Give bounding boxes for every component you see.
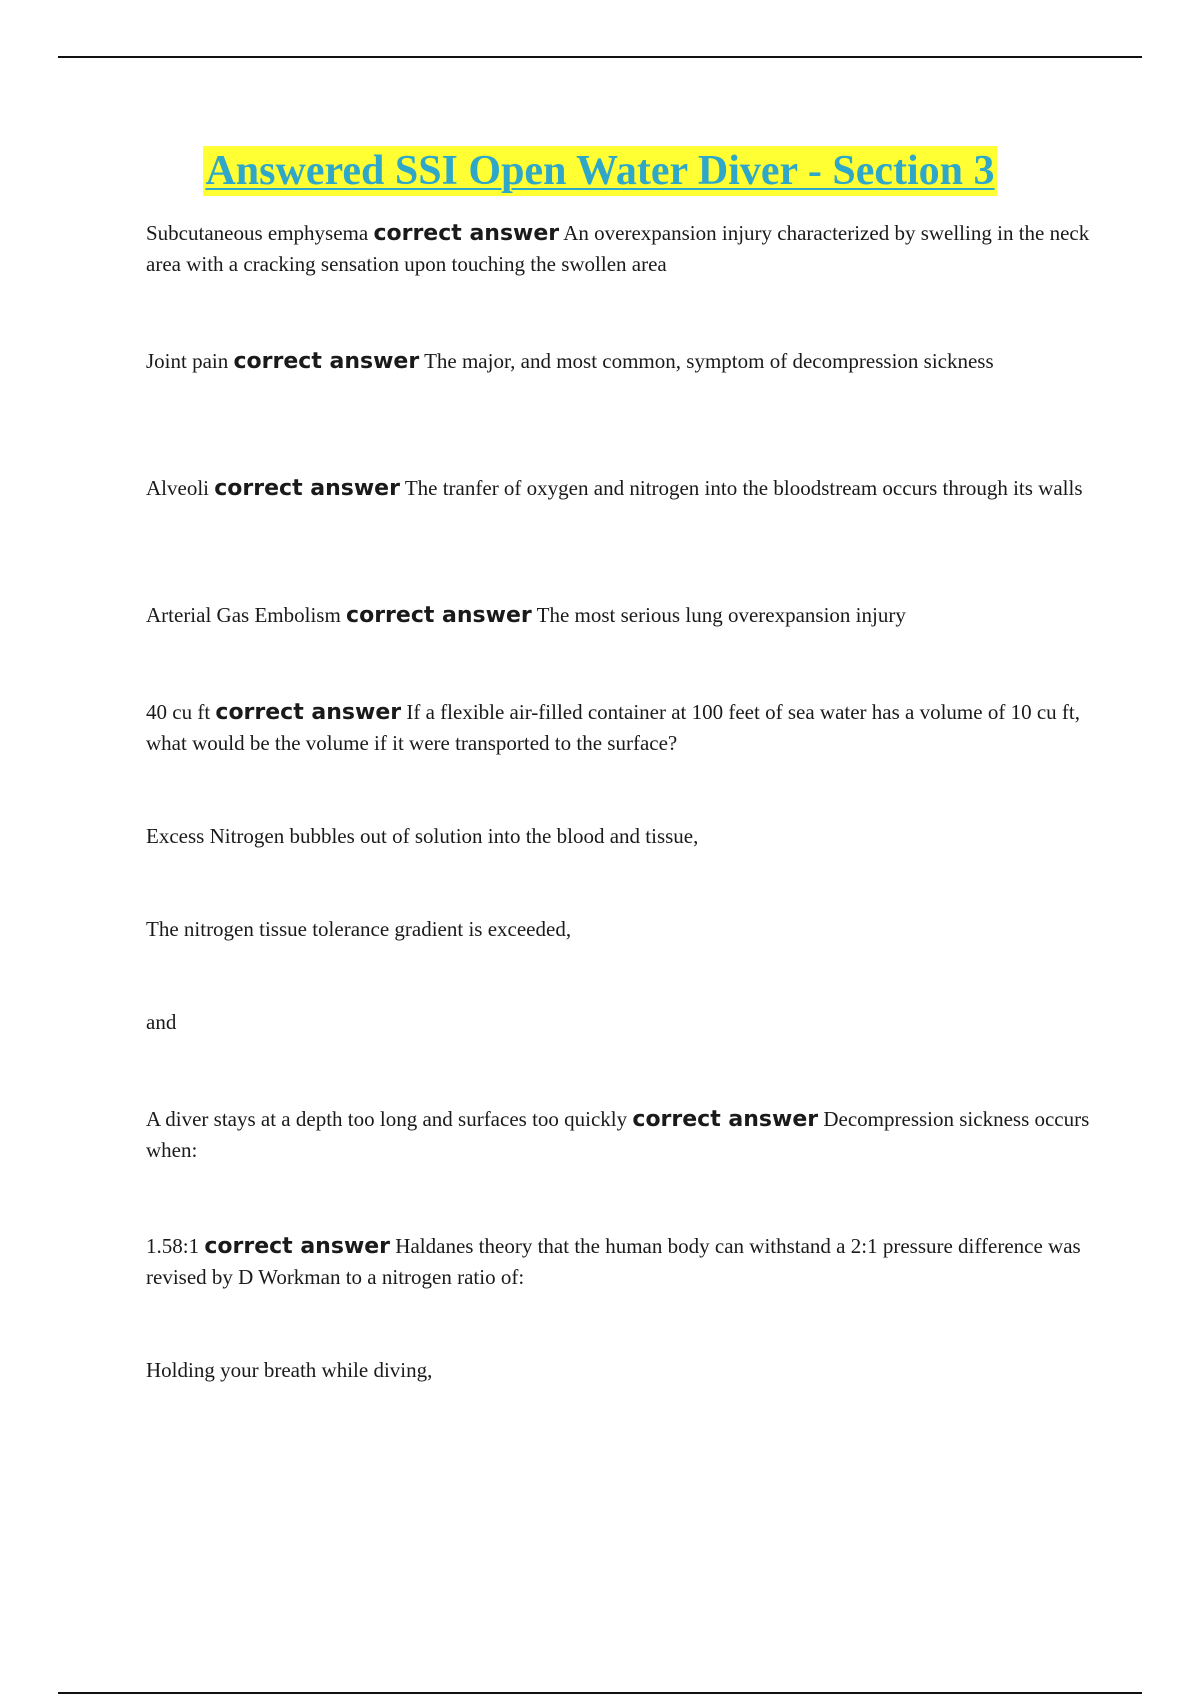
text-line: and <box>146 1010 177 1034</box>
text-line: The nitrogen tissue tolerance gradient is exceeded, <box>146 917 572 941</box>
flashcard-entry <box>146 600 1096 631</box>
entry-term: 1.58:1 <box>146 1234 200 1258</box>
entry-definition: Decompression sickness occurs when: <box>146 1107 1090 1162</box>
entry-definition: An overexpansion injury characterized by swelling in the neck area with a cracking sensation upon touching the swollen area <box>146 221 1090 276</box>
correct-answer-label: correct answer <box>214 476 400 501</box>
flashcard-entry <box>146 697 1096 759</box>
top-rule <box>58 56 1142 58</box>
correct-answer-label: correct answer <box>215 700 402 725</box>
entry-term: 40 cu ft <box>146 700 211 724</box>
entry-definition: The major, and most common, symptom of decompression sickness <box>424 349 994 373</box>
entry-term: Joint pain <box>146 349 229 373</box>
entry-term: Subcutaneous emphysema <box>146 221 369 245</box>
bottom-rule <box>58 1692 1142 1694</box>
text-line: Excess Nitrogen bubbles out of solution into the blood and tissue, <box>146 824 699 848</box>
flashcard-entry <box>146 346 1096 377</box>
page-title: Answered SSI Open Water Diver - Section 3 <box>205 148 995 194</box>
entry-definition: The tranfer of oxygen and nitrogen into the bloodstream occurs through its walls <box>404 476 1083 500</box>
entry-term: A diver stays at a depth too long and surfaces too quickly <box>146 1107 628 1131</box>
flashcard-entry <box>146 1231 1096 1293</box>
correct-answer-label: correct answer <box>373 221 560 246</box>
entry-term: Arterial Gas Embolism <box>146 603 341 627</box>
text-line: Holding your breath while diving, <box>146 1358 433 1382</box>
correct-answer-label: correct answer <box>346 603 532 628</box>
title-container <box>0 146 1200 196</box>
flashcard-entry <box>146 1104 1096 1166</box>
correct-answer-label: correct answer <box>204 1234 391 1259</box>
flashcard-entry <box>146 218 1096 280</box>
correct-answer-label: correct answer <box>233 349 420 374</box>
entry-definition: Haldanes theory that the human body can withstand a 2:1 pressure difference was revised by D Workman to a nitrogen ratio of: <box>146 1234 1081 1289</box>
entry-definition: The most serious lung overexpansion injury <box>536 603 906 627</box>
flashcard-entry <box>146 473 1096 504</box>
entry-term: Alveoli <box>146 476 209 500</box>
correct-answer-label: correct answer <box>632 1107 819 1132</box>
entry-definition: If a flexible air-filled container at 100 feet of sea water has a volume of 10 cu ft, what would be the volume if it were transported to the surface? <box>146 700 1080 755</box>
